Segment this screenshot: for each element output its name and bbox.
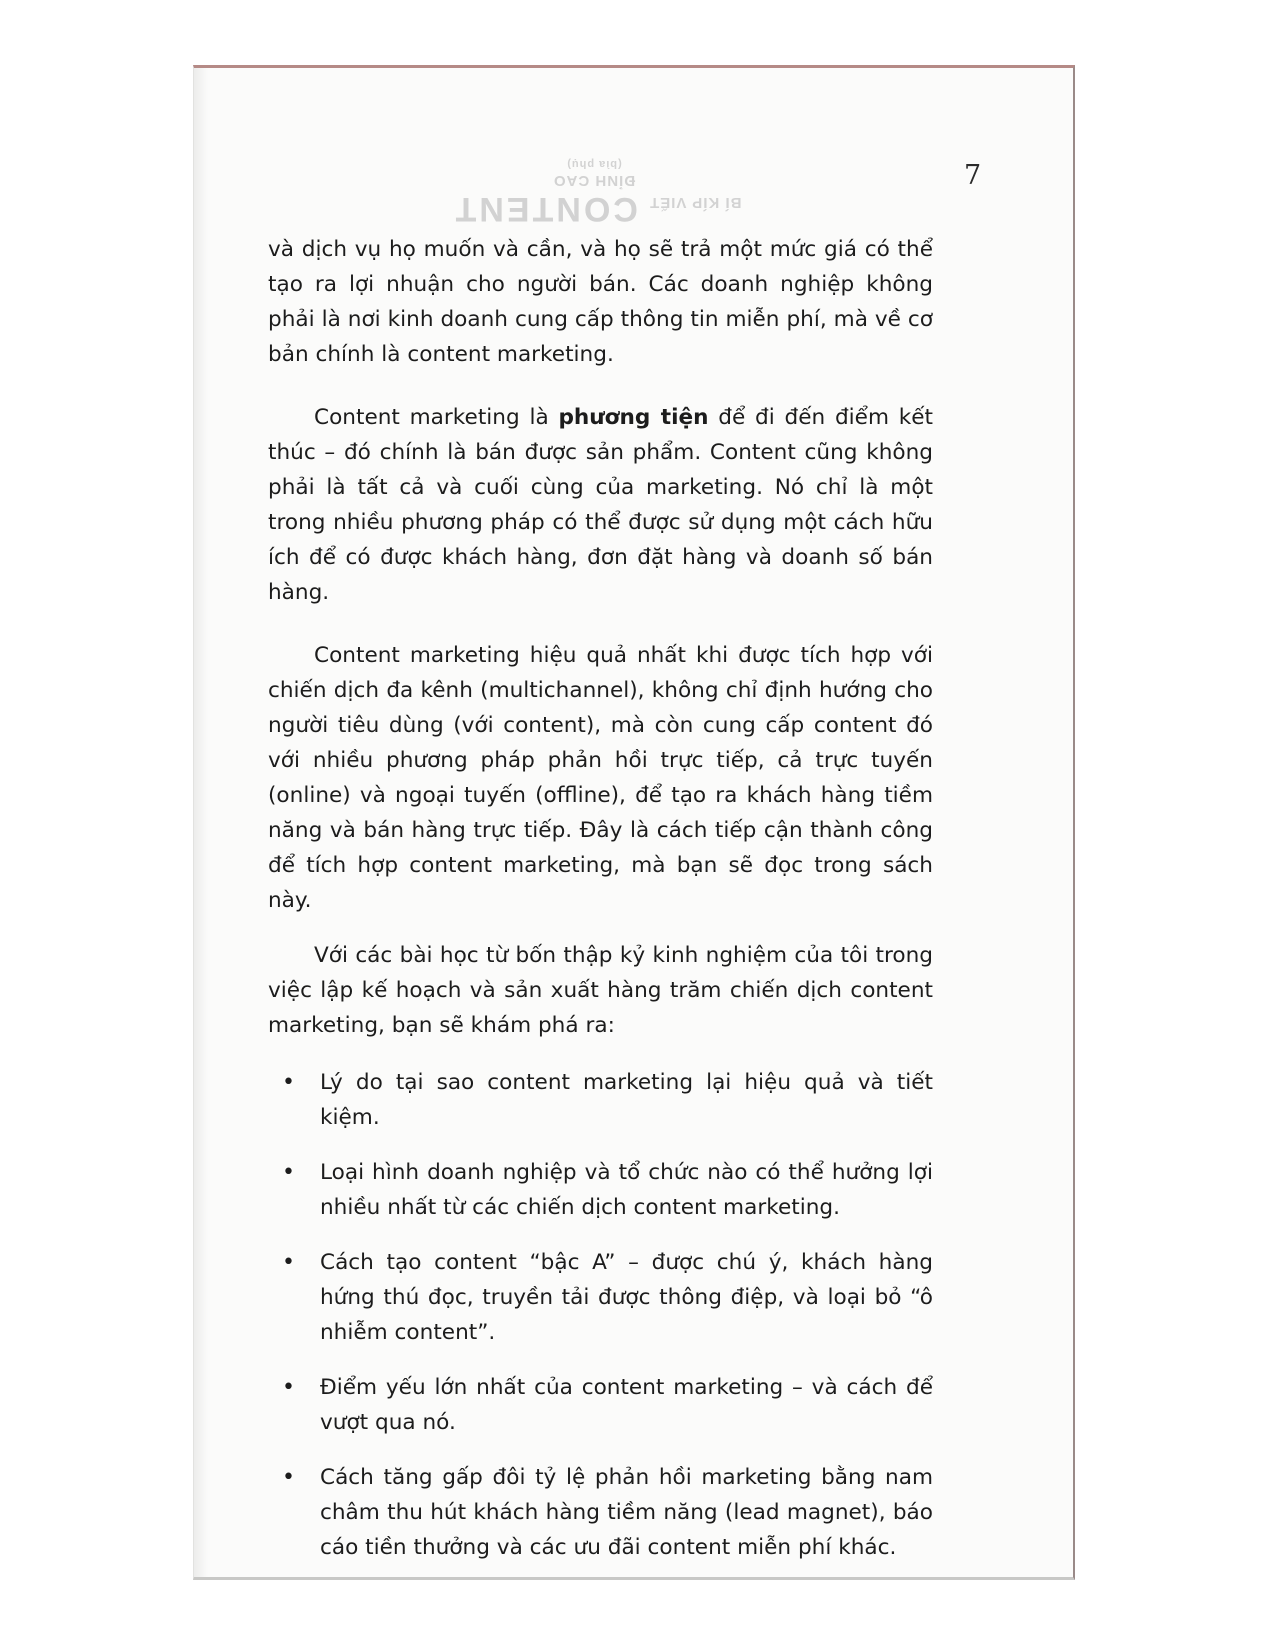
body-text [268, 232, 933, 1585]
list-item-text: Cách tăng gấp đôi tỷ lệ phản hồi marketing bằng nam châm thu hút khách hàng tiềm năng (lead magnet), báo cáo tiền thưởng và các ưu đãi content miễn phí khác. [320, 1465, 933, 1560]
bullet-icon: • [282, 1375, 295, 1400]
running-head [434, 158, 754, 228]
running-head-title [434, 172, 754, 228]
running-head-subtitle: (bìa phụ) [566, 158, 622, 170]
page-number: 7 [964, 160, 982, 191]
list-item [268, 1370, 933, 1440]
list-item [268, 1245, 933, 1350]
list-item [268, 1155, 933, 1225]
running-head-post: ĐỈNH CAO [552, 172, 636, 189]
paragraph-2-bold: phương tiện [558, 405, 709, 430]
paragraph-2-post: để đi đến điểm kết thúc – đó chính là bán được sản phẩm. Content cũng không phải là tất cả và cuối cùng của marketing. Nó chỉ là một trong nhiều phương pháp có thể được sử dụng một cách hữu ích để có được khách hàng, đơn đặt hàng và doanh số bán hàng. [268, 405, 934, 605]
bullet-icon: • [282, 1465, 295, 1490]
list-item-text: Loại hình doanh nghiệp và tổ chức nào có thể hưởng lợi nhiều nhất từ các chiến dịch content marketing. [320, 1160, 933, 1220]
book-page [193, 65, 1075, 1580]
running-head-pre: BÍ KÍP VIẾT [649, 194, 742, 211]
list-item-text: Cách tạo content “bậc A” – được chú ý, khách hàng hứng thú đọc, truyền tải được thông điệp, và loại bỏ “ô nhiễm content”. [320, 1250, 933, 1345]
paragraph-4: Với các bài học từ bốn thập kỷ kinh nghiệm của tôi trong việc lập kế hoạch và sản xuất hàng trăm chiến dịch content marketing, bạn sẽ khám phá ra: [268, 943, 933, 1038]
paragraph-2 [268, 400, 933, 610]
list-item-text: Lý do tại sao content marketing lại hiệu quả và tiết kiệm. [320, 1070, 933, 1130]
running-head-big: CONTENT [452, 190, 638, 228]
list-item [268, 1460, 933, 1565]
bullet-icon: • [282, 1070, 295, 1095]
page-gutter-shadow [194, 68, 208, 1577]
list-item [268, 1065, 933, 1135]
paragraph-2-pre: Content marketing là [314, 405, 559, 430]
paragraph-3: Content marketing hiệu quả nhất khi được tích hợp với chiến dịch đa kênh (multichannel), không chỉ định hướng cho người tiêu dùng (với content), mà còn cung cấp content đó với nhiều phương pháp phản hồi trực tiếp, cả trực tuyến (online) và ngoại tuyến (offline), để tạo ra khách hàng tiềm năng và bán hàng trực tiếp. Đây là cách tiếp cận thành công để tích hợp content marketing, mà bạn sẽ đọc trong sách này. [268, 643, 933, 913]
bullet-icon: • [282, 1250, 295, 1275]
bullet-list [268, 1065, 933, 1565]
paragraph-1: và dịch vụ họ muốn và cần, và họ sẽ trả một mức giá có thể tạo ra lợi nhuận cho người bán. Các doanh nghiệp không phải là nơi kinh doanh cung cấp thông tin miễn phí, mà về cơ bản chính là content marketing. [268, 237, 933, 367]
list-item-text: Điểm yếu lớn nhất của content marketing – và cách để vượt qua nó. [320, 1375, 933, 1435]
bullet-icon: • [282, 1160, 295, 1185]
